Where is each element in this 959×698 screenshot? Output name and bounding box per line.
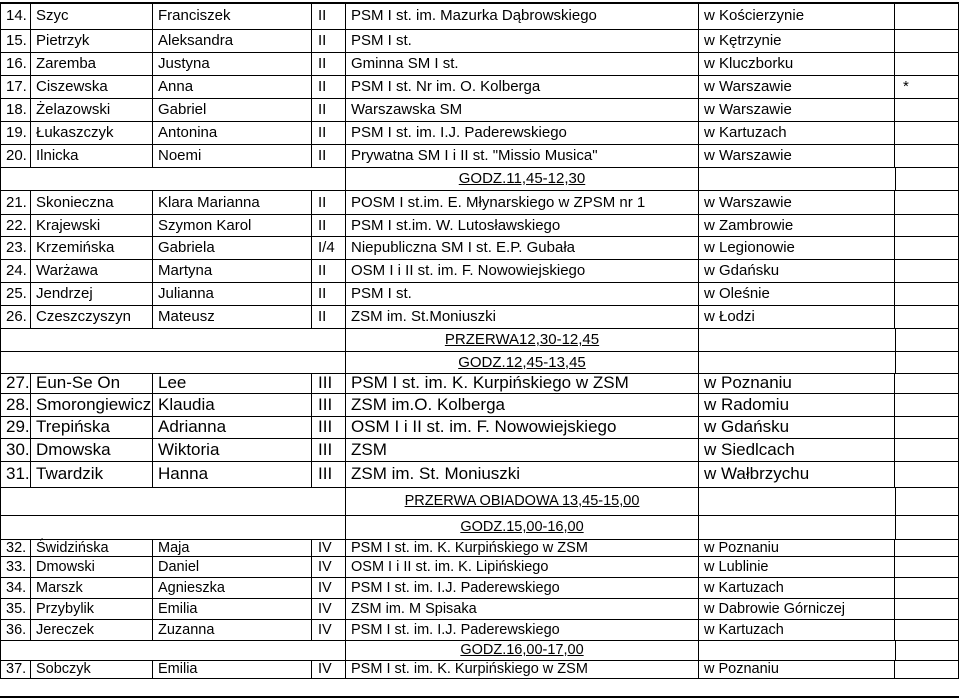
class-cell: II	[312, 144, 346, 167]
school-cell: PSM I st. im. K. Kurpińskiego w ZSM	[346, 539, 699, 556]
table-row	[0, 75, 959, 98]
table-row	[0, 98, 959, 121]
last-name-cell: Trepińska	[31, 416, 153, 438]
last-name-cell: Świdzińska	[31, 539, 153, 556]
first-name-cell: Martyna	[153, 259, 312, 282]
city-cell: w Legionowie	[699, 236, 895, 259]
last-name-cell: Ilnicka	[31, 144, 153, 167]
time-heading-text: GODZ.11,45-12,30	[458, 170, 586, 187]
table-row	[0, 236, 959, 259]
last-name-cell: Twardzik	[31, 461, 153, 487]
first-name-cell: Agnieszka	[153, 577, 312, 598]
city-cell: w Kartuzach	[699, 121, 895, 144]
row-number-cell: 26.	[0, 305, 31, 328]
mark-cell	[895, 461, 959, 487]
city-cell: w Gdańsku	[699, 416, 895, 438]
class-cell: IV	[312, 619, 346, 640]
mark-cell	[895, 393, 959, 416]
row-number-cell: 18.	[0, 98, 31, 121]
table-row	[0, 2, 959, 29]
last-name-cell: Skonieczna	[31, 190, 153, 214]
class-cell: II	[312, 214, 346, 236]
school-cell: PSM I st. im. I.J. Paderewskiego	[346, 577, 699, 598]
first-name-cell: Mateusz	[153, 305, 312, 328]
table-row	[0, 52, 959, 75]
row-number-cell: 19.	[0, 121, 31, 144]
heading-left-span	[0, 328, 346, 351]
table-row	[0, 438, 959, 461]
first-name-cell: Klara Marianna	[153, 190, 312, 214]
last-name-cell: Zaremba	[31, 52, 153, 75]
row-number-cell: 28.	[0, 393, 31, 416]
first-name-cell: Daniel	[153, 556, 312, 577]
class-cell: II	[312, 305, 346, 328]
heading-mark-span	[895, 487, 959, 515]
table-row	[0, 598, 959, 619]
time-heading-row	[0, 640, 959, 660]
school-cell: PSM I st.	[346, 29, 699, 52]
table-row	[0, 214, 959, 236]
row-number-cell: 35.	[0, 598, 31, 619]
heading-mark-span	[895, 328, 959, 351]
last-name-cell: Jendrzej	[31, 282, 153, 305]
table-row	[0, 461, 959, 487]
last-name-cell: Eun-Se On	[31, 373, 153, 393]
school-cell: OSM I i II st. im. K. Lipińskiego	[346, 556, 699, 577]
time-heading-text: GODZ.15,00-16,00	[460, 519, 584, 535]
last-name-cell: Przybylik	[31, 598, 153, 619]
school-cell: POSM I st.im. E. Młynarskiego w ZPSM nr 1	[346, 190, 699, 214]
first-name-cell: Emilia	[153, 598, 312, 619]
mark-cell	[895, 121, 959, 144]
school-cell: OSM I i II st. im. F. Nowowiejskiego	[346, 416, 699, 438]
first-name-cell: Maja	[153, 539, 312, 556]
class-cell: II	[312, 98, 346, 121]
city-cell: w Wałbrzychu	[699, 461, 895, 487]
class-cell: I/4	[312, 236, 346, 259]
mark-cell	[895, 144, 959, 167]
heading-left-span	[0, 515, 346, 539]
last-name-cell: Krzemińska	[31, 236, 153, 259]
last-name-cell: Łukaszczyk	[31, 121, 153, 144]
class-cell: II	[312, 52, 346, 75]
city-cell: w Poznaniu	[699, 373, 895, 393]
city-cell: w Warszawie	[699, 190, 895, 214]
row-number-cell: 33.	[0, 556, 31, 577]
mark-cell	[895, 190, 959, 214]
school-cell: PSM I st. im. I.J. Paderewskiego	[346, 619, 699, 640]
first-name-cell: Gabriel	[153, 98, 312, 121]
table-row	[0, 29, 959, 52]
mark-cell	[895, 259, 959, 282]
city-cell: w Kościerzynie	[699, 2, 895, 29]
first-name-cell: Julianna	[153, 282, 312, 305]
city-cell: w Zambrowie	[699, 214, 895, 236]
class-cell: III	[312, 373, 346, 393]
city-cell: w Kartuzach	[699, 619, 895, 640]
time-heading-text: GODZ.12,45-13,45	[458, 353, 586, 371]
class-cell: IV	[312, 556, 346, 577]
school-cell: ZSM im. St. Moniuszki	[346, 461, 699, 487]
row-number-cell: 20.	[0, 144, 31, 167]
mark-cell	[895, 438, 959, 461]
class-cell: II	[312, 282, 346, 305]
school-cell: ZSM im. St.Moniuszki	[346, 305, 699, 328]
city-cell: w Dabrowie Górniczej	[699, 598, 895, 619]
first-name-cell: Justyna	[153, 52, 312, 75]
table-row	[0, 305, 959, 328]
school-cell: PSM I st. im. K. Kurpińskiego w ZSM	[346, 373, 699, 393]
first-name-cell: Hanna	[153, 461, 312, 487]
mark-cell	[895, 556, 959, 577]
class-cell: IV	[312, 598, 346, 619]
mark-cell	[895, 214, 959, 236]
time-heading	[346, 328, 699, 351]
table-row	[0, 660, 959, 678]
mark-cell	[895, 236, 959, 259]
city-cell: w Oleśnie	[699, 282, 895, 305]
last-name-cell: Szyc	[31, 2, 153, 29]
first-name-cell: Gabriela	[153, 236, 312, 259]
table-row	[0, 539, 959, 556]
heading-left-span	[0, 167, 346, 190]
first-name-cell: Aleksandra	[153, 29, 312, 52]
city-cell: w Warszawie	[699, 144, 895, 167]
time-heading	[346, 167, 699, 190]
last-name-cell: Krajewski	[31, 214, 153, 236]
table-row	[0, 373, 959, 393]
time-heading-row	[0, 167, 959, 190]
heading-left-span	[0, 640, 346, 660]
last-name-cell: Sobczyk	[31, 660, 153, 678]
mark-cell	[895, 98, 959, 121]
city-cell: w Poznaniu	[699, 539, 895, 556]
table-row	[0, 577, 959, 598]
mark-cell	[895, 539, 959, 556]
class-cell: II	[312, 75, 346, 98]
time-heading	[346, 640, 699, 660]
last-name-cell: Czeszczyszyn	[31, 305, 153, 328]
row-divider	[0, 678, 959, 679]
time-heading	[346, 487, 699, 515]
last-name-cell: Pietrzyk	[31, 29, 153, 52]
time-heading-row	[0, 351, 959, 373]
time-heading	[346, 515, 699, 539]
class-cell: III	[312, 461, 346, 487]
school-cell: ZSM im. M Spisaka	[346, 598, 699, 619]
first-name-cell: Zuzanna	[153, 619, 312, 640]
mark-cell	[895, 52, 959, 75]
first-name-cell: Szymon Karol	[153, 214, 312, 236]
first-name-cell: Klaudia	[153, 393, 312, 416]
school-cell: PSM I st.	[346, 282, 699, 305]
class-cell: IV	[312, 577, 346, 598]
city-cell: w Siedlcach	[699, 438, 895, 461]
first-name-cell: Antonina	[153, 121, 312, 144]
school-cell: ZSM im.O. Kolberga	[346, 393, 699, 416]
city-cell: w Warszawie	[699, 75, 895, 98]
class-cell: III	[312, 438, 346, 461]
class-cell: II	[312, 259, 346, 282]
mark-cell	[895, 282, 959, 305]
heading-mark-span	[895, 515, 959, 539]
heading-left-span	[0, 487, 346, 515]
table-row	[0, 556, 959, 577]
last-name-cell: Warżawa	[31, 259, 153, 282]
class-cell: II	[312, 29, 346, 52]
mark-cell	[895, 416, 959, 438]
time-heading	[346, 351, 699, 373]
row-number-cell: 31.	[0, 461, 31, 487]
mark-cell	[895, 305, 959, 328]
table-row	[0, 259, 959, 282]
city-cell: w Warszawie	[699, 98, 895, 121]
mark-cell	[895, 660, 959, 678]
first-name-cell: Emilia	[153, 660, 312, 678]
first-name-cell: Adrianna	[153, 416, 312, 438]
row-number-cell: 14.	[0, 2, 31, 29]
row-number-cell: 34.	[0, 577, 31, 598]
time-heading-text: PRZERWA OBIADOWA 13,45-15,00	[404, 493, 640, 509]
last-name-cell: Żelazowski	[31, 98, 153, 121]
row-number-cell: 36.	[0, 619, 31, 640]
row-number-cell: 22.	[0, 214, 31, 236]
mark-cell	[895, 29, 959, 52]
row-number-cell: 27.	[0, 373, 31, 393]
city-cell: w Poznaniu	[699, 660, 895, 678]
heading-left-span	[0, 351, 346, 373]
row-number-cell: 37.	[0, 660, 31, 678]
class-cell: IV	[312, 539, 346, 556]
city-cell: w Gdańsku	[699, 259, 895, 282]
row-number-cell: 29.	[0, 416, 31, 438]
city-cell: w Kętrzynie	[699, 29, 895, 52]
class-cell: III	[312, 416, 346, 438]
row-number-cell: 23.	[0, 236, 31, 259]
row-number-cell: 32.	[0, 539, 31, 556]
row-number-cell: 21.	[0, 190, 31, 214]
mark-cell	[895, 619, 959, 640]
school-cell: Gminna SM I st.	[346, 52, 699, 75]
class-cell: II	[312, 121, 346, 144]
school-cell: PSM I st. im. K. Kurpińskiego w ZSM	[346, 660, 699, 678]
time-heading-row	[0, 487, 959, 515]
school-cell: PSM I st. im. I.J. Paderewskiego	[346, 121, 699, 144]
table-row	[0, 190, 959, 214]
table-row	[0, 282, 959, 305]
school-cell: ZSM	[346, 438, 699, 461]
time-heading-row	[0, 515, 959, 539]
row-number-cell: 30.	[0, 438, 31, 461]
first-name-cell: Lee	[153, 373, 312, 393]
city-cell: w Lublinie	[699, 556, 895, 577]
school-cell: Warszawska SM	[346, 98, 699, 121]
time-heading-text: GODZ.16,00-17,00	[460, 642, 584, 658]
city-cell: w Łodzi	[699, 305, 895, 328]
first-name-cell: Noemi	[153, 144, 312, 167]
school-cell: PSM I st.im. W. Lutosławskiego	[346, 214, 699, 236]
time-heading-text: PRZERWA12,30-12,45	[444, 331, 600, 348]
heading-mark-span	[895, 640, 959, 660]
last-name-cell: Smorongiewicz	[31, 393, 153, 416]
table-row	[0, 144, 959, 167]
time-heading-row	[0, 328, 959, 351]
school-cell: Niepubliczna SM I st. E.P. Gubała	[346, 236, 699, 259]
row-number-cell: 16.	[0, 52, 31, 75]
table-row	[0, 393, 959, 416]
last-name-cell: Ciszewska	[31, 75, 153, 98]
heading-mark-span	[895, 351, 959, 373]
last-name-cell: Jereczek	[31, 619, 153, 640]
school-cell: PSM I st. Nr im. O. Kolberga	[346, 75, 699, 98]
city-cell: w Kartuzach	[699, 577, 895, 598]
first-name-cell: Anna	[153, 75, 312, 98]
mark-cell	[895, 577, 959, 598]
class-cell: II	[312, 190, 346, 214]
table-row	[0, 619, 959, 640]
mark-cell	[895, 2, 959, 29]
first-name-cell: Wiktoria	[153, 438, 312, 461]
row-number-cell: 25.	[0, 282, 31, 305]
table-row	[0, 416, 959, 438]
last-name-cell: Dmowska	[31, 438, 153, 461]
school-cell: PSM I st. im. Mazurka Dąbrowskiego	[346, 2, 699, 29]
last-name-cell: Marszk	[31, 577, 153, 598]
last-name-cell: Dmowski	[31, 556, 153, 577]
school-cell: Prywatna SM I i II st. "Missio Musica"	[346, 144, 699, 167]
table-row	[0, 121, 959, 144]
city-cell: w Kluczborku	[699, 52, 895, 75]
heading-mark-span	[895, 167, 959, 190]
row-number-cell: 17.	[0, 75, 31, 98]
school-cell: OSM I i II st. im. F. Nowowiejskiego	[346, 259, 699, 282]
mark-cell	[895, 373, 959, 393]
class-cell: II	[312, 2, 346, 29]
mark-cell	[895, 598, 959, 619]
class-cell: III	[312, 393, 346, 416]
city-cell: w Radomiu	[699, 393, 895, 416]
first-name-cell: Franciszek	[153, 2, 312, 29]
row-number-cell: 15.	[0, 29, 31, 52]
class-cell: IV	[312, 660, 346, 678]
mark-cell: *	[895, 75, 959, 98]
row-number-cell: 24.	[0, 259, 31, 282]
